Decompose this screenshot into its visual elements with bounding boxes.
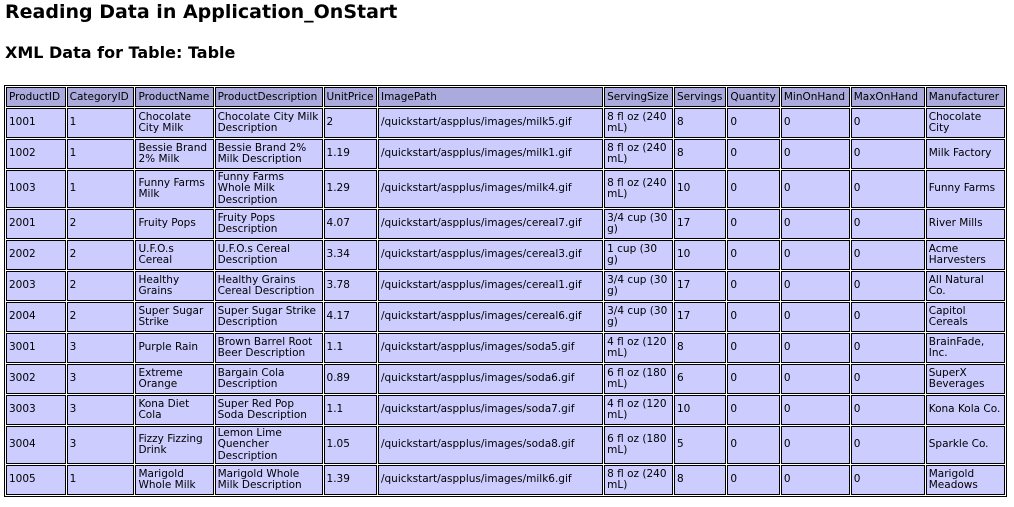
table-cell: 1.05 — [324, 426, 377, 464]
table-cell: 1003 — [6, 170, 66, 208]
table-cell: 17 — [674, 302, 726, 332]
table-cell: 3.34 — [324, 240, 377, 270]
table-cell: /quickstart/aspplus/images/cereal6.gif — [378, 302, 603, 332]
table-cell: Marigold Whole Milk Description — [215, 465, 323, 495]
table-cell: Fizzy Fizzing Drink — [135, 426, 213, 464]
table-cell: Super Sugar Strike Description — [215, 302, 323, 332]
table-cell: /quickstart/aspplus/images/milk4.gif — [378, 170, 603, 208]
table-cell: 8 fl oz (240 mL) — [604, 108, 673, 138]
table-cell: 0 — [781, 108, 850, 138]
table-cell: 3 — [67, 364, 135, 394]
column-header-minonhand: MinOnHand — [781, 87, 850, 107]
table-subtitle: XML Data for Table: Table — [5, 43, 236, 62]
table-cell: Kona Kola Co. — [926, 395, 1005, 425]
table-cell: 0 — [851, 465, 925, 495]
table-cell: 0 — [727, 209, 779, 239]
table-cell: 1.1 — [324, 333, 377, 363]
table-cell: 8 fl oz (240 mL) — [604, 170, 673, 208]
table-cell: 0 — [851, 240, 925, 270]
table-cell: 1.39 — [324, 465, 377, 495]
table-cell: 0 — [781, 395, 850, 425]
table-cell: 10 — [674, 395, 726, 425]
table-cell: 0 — [727, 108, 779, 138]
table-cell: 2004 — [6, 302, 66, 332]
table-cell: 8 — [674, 108, 726, 138]
table-cell: 0 — [781, 170, 850, 208]
table-cell: 2 — [324, 108, 377, 138]
table-cell: 0 — [727, 271, 779, 301]
table-row — [6, 364, 1005, 394]
table-cell: 6 fl oz (180 mL) — [604, 426, 673, 464]
column-header-unitprice: UnitPrice — [324, 87, 377, 107]
table-cell: /quickstart/aspplus/images/soda5.gif — [378, 333, 603, 363]
products-table — [4, 85, 1007, 497]
table-cell: 17 — [674, 209, 726, 239]
table-cell: Fruity Pops Description — [215, 209, 323, 239]
table-cell: 0 — [781, 240, 850, 270]
table-body — [6, 108, 1005, 495]
table-cell: 3 — [67, 426, 135, 464]
table-cell: U.F.O.s Cereal — [135, 240, 213, 270]
header-row — [6, 87, 1005, 107]
table-cell: 0 — [727, 333, 779, 363]
table-cell: 3 — [67, 333, 135, 363]
table-cell: 0 — [851, 209, 925, 239]
column-header-imagepath: ImagePath — [378, 87, 603, 107]
table-cell: Bessie Brand 2% Milk — [135, 139, 213, 169]
table-cell: Brown Barrel Root Beer Description — [215, 333, 323, 363]
table-cell: 3/4 cup (30 g) — [604, 302, 673, 332]
table-cell: 0 — [851, 170, 925, 208]
table-cell: 2002 — [6, 240, 66, 270]
table-cell: /quickstart/aspplus/images/milk5.gif — [378, 108, 603, 138]
table-cell: 2 — [67, 271, 135, 301]
table-cell: BrainFade, Inc. — [926, 333, 1005, 363]
table-cell: 17 — [674, 271, 726, 301]
table-cell: Funny Farms — [926, 170, 1005, 208]
table-cell: 0 — [781, 364, 850, 394]
column-header-productdescription: ProductDescription — [215, 87, 323, 107]
table-cell: 6 fl oz (180 mL) — [604, 364, 673, 394]
table-cell: 0 — [781, 426, 850, 464]
table-cell: Chocolate City Milk — [135, 108, 213, 138]
table-cell: Healthy Grains Cereal Description — [215, 271, 323, 301]
table-cell: 1001 — [6, 108, 66, 138]
table-cell: Purple Rain — [135, 333, 213, 363]
table-cell: /quickstart/aspplus/images/milk6.gif — [378, 465, 603, 495]
table-cell: /quickstart/aspplus/images/soda6.gif — [378, 364, 603, 394]
table-cell: Chocolate City — [926, 108, 1005, 138]
column-header-manufacturer: Manufacturer — [926, 87, 1005, 107]
table-cell: 1.1 — [324, 395, 377, 425]
table-cell: Chocolate City Milk Description — [215, 108, 323, 138]
table-cell: SuperX Beverages — [926, 364, 1005, 394]
table-cell: 3 — [67, 395, 135, 425]
table-cell: 0 — [727, 240, 779, 270]
table-cell: 0 — [851, 271, 925, 301]
table-cell: 1.29 — [324, 170, 377, 208]
table-row — [6, 139, 1005, 169]
table-cell: 10 — [674, 170, 726, 208]
table-cell: 2 — [67, 302, 135, 332]
table-row — [6, 395, 1005, 425]
table-cell: River Mills — [926, 209, 1005, 239]
table-row — [6, 465, 1005, 495]
table-cell: 0 — [781, 302, 850, 332]
table-cell: Bargain Cola Description — [215, 364, 323, 394]
table-cell: 4 fl oz (120 mL) — [604, 333, 673, 363]
table-cell: Extreme Orange — [135, 364, 213, 394]
table-cell: 0 — [781, 333, 850, 363]
table-cell: 3004 — [6, 426, 66, 464]
table-cell: 0 — [781, 465, 850, 495]
table-cell: /quickstart/aspplus/images/milk1.gif — [378, 139, 603, 169]
table-cell: 0 — [727, 395, 779, 425]
table-cell: 8 — [674, 465, 726, 495]
table-cell: Funny Farms Whole Milk Description — [215, 170, 323, 208]
table-cell: 3002 — [6, 364, 66, 394]
table-cell: 0 — [851, 108, 925, 138]
table-cell: 8 fl oz (240 mL) — [604, 139, 673, 169]
table-cell: /quickstart/aspplus/images/soda7.gif — [378, 395, 603, 425]
table-cell: Acme Harvesters — [926, 240, 1005, 270]
column-header-quantity: Quantity — [727, 87, 779, 107]
table-cell: 1 — [67, 465, 135, 495]
table-row — [6, 426, 1005, 464]
table-cell: 0 — [781, 271, 850, 301]
table-row — [6, 108, 1005, 138]
table-cell: 2 — [67, 240, 135, 270]
table-cell: 2003 — [6, 271, 66, 301]
table-cell: All Natural Co. — [926, 271, 1005, 301]
table-cell: 1002 — [6, 139, 66, 169]
table-cell: 0 — [727, 170, 779, 208]
table-cell: 1 — [67, 108, 135, 138]
table-cell: /quickstart/aspplus/images/soda8.gif — [378, 426, 603, 464]
table-row — [6, 271, 1005, 301]
table-cell: 8 fl oz (240 mL) — [604, 465, 673, 495]
table-row — [6, 240, 1005, 270]
table-cell: Sparkle Co. — [926, 426, 1005, 464]
table-cell: 10 — [674, 240, 726, 270]
table-cell: 4.17 — [324, 302, 377, 332]
table-cell: /quickstart/aspplus/images/cereal7.gif — [378, 209, 603, 239]
table-cell: 0 — [727, 139, 779, 169]
table-row — [6, 333, 1005, 363]
table-cell: 3001 — [6, 333, 66, 363]
table-cell: Capitol Cereals — [926, 302, 1005, 332]
table-cell: 0 — [727, 426, 779, 464]
table-cell: /quickstart/aspplus/images/cereal1.gif — [378, 271, 603, 301]
table-cell: Super Red Pop Soda Description — [215, 395, 323, 425]
table-cell: /quickstart/aspplus/images/cereal3.gif — [378, 240, 603, 270]
table-cell: 3/4 cup (30 g) — [604, 271, 673, 301]
table-cell: Kona Diet Cola — [135, 395, 213, 425]
column-header-categoryid: CategoryID — [67, 87, 135, 107]
table-cell: 0 — [851, 139, 925, 169]
table-cell: 1 cup (30 g) — [604, 240, 673, 270]
column-header-maxonhand: MaxOnHand — [851, 87, 925, 107]
table-cell: Super Sugar Strike — [135, 302, 213, 332]
table-cell: 0 — [727, 364, 779, 394]
table-cell: 0 — [781, 139, 850, 169]
page-title: Reading Data in Application_OnStart — [5, 1, 398, 23]
column-header-productname: ProductName — [135, 87, 213, 107]
table-cell: Milk Factory — [926, 139, 1005, 169]
table-cell: Lemon Lime Quencher Description — [215, 426, 323, 464]
column-header-productid: ProductID — [6, 87, 66, 107]
table-cell: 3003 — [6, 395, 66, 425]
table-cell: Marigold Meadows — [926, 465, 1005, 495]
table-cell: 4.07 — [324, 209, 377, 239]
table-cell: Funny Farms Milk — [135, 170, 213, 208]
table-cell: 0 — [851, 302, 925, 332]
table-cell: 0 — [851, 426, 925, 464]
table-cell: 0.89 — [324, 364, 377, 394]
table-cell: U.F.O.s Cereal Description — [215, 240, 323, 270]
table-cell: 4 fl oz (120 mL) — [604, 395, 673, 425]
table-cell: 1005 — [6, 465, 66, 495]
table-cell: 0 — [781, 209, 850, 239]
column-header-servingsize: ServingSize — [604, 87, 673, 107]
table-cell: 1 — [67, 139, 135, 169]
table-cell: 5 — [674, 426, 726, 464]
table-cell: 8 — [674, 333, 726, 363]
table-cell: 0 — [727, 465, 779, 495]
table-cell: 2001 — [6, 209, 66, 239]
table-cell: 3/4 cup (30 g) — [604, 209, 673, 239]
table-cell: 2 — [67, 209, 135, 239]
column-header-servings: Servings — [674, 87, 726, 107]
table-cell: Fruity Pops — [135, 209, 213, 239]
table-cell: 1.19 — [324, 139, 377, 169]
table-cell: 0 — [851, 333, 925, 363]
table-cell: 0 — [851, 364, 925, 394]
table-cell: 8 — [674, 139, 726, 169]
table-cell: 0 — [727, 302, 779, 332]
table-cell: Healthy Grains — [135, 271, 213, 301]
table-cell: 3.78 — [324, 271, 377, 301]
table-cell: Bessie Brand 2% Milk Description — [215, 139, 323, 169]
table-row — [6, 170, 1005, 208]
table-cell: Marigold Whole Milk — [135, 465, 213, 495]
table-cell: 1 — [67, 170, 135, 208]
table-row — [6, 302, 1005, 332]
table-row — [6, 209, 1005, 239]
table-cell: 6 — [674, 364, 726, 394]
table-cell: 0 — [851, 395, 925, 425]
